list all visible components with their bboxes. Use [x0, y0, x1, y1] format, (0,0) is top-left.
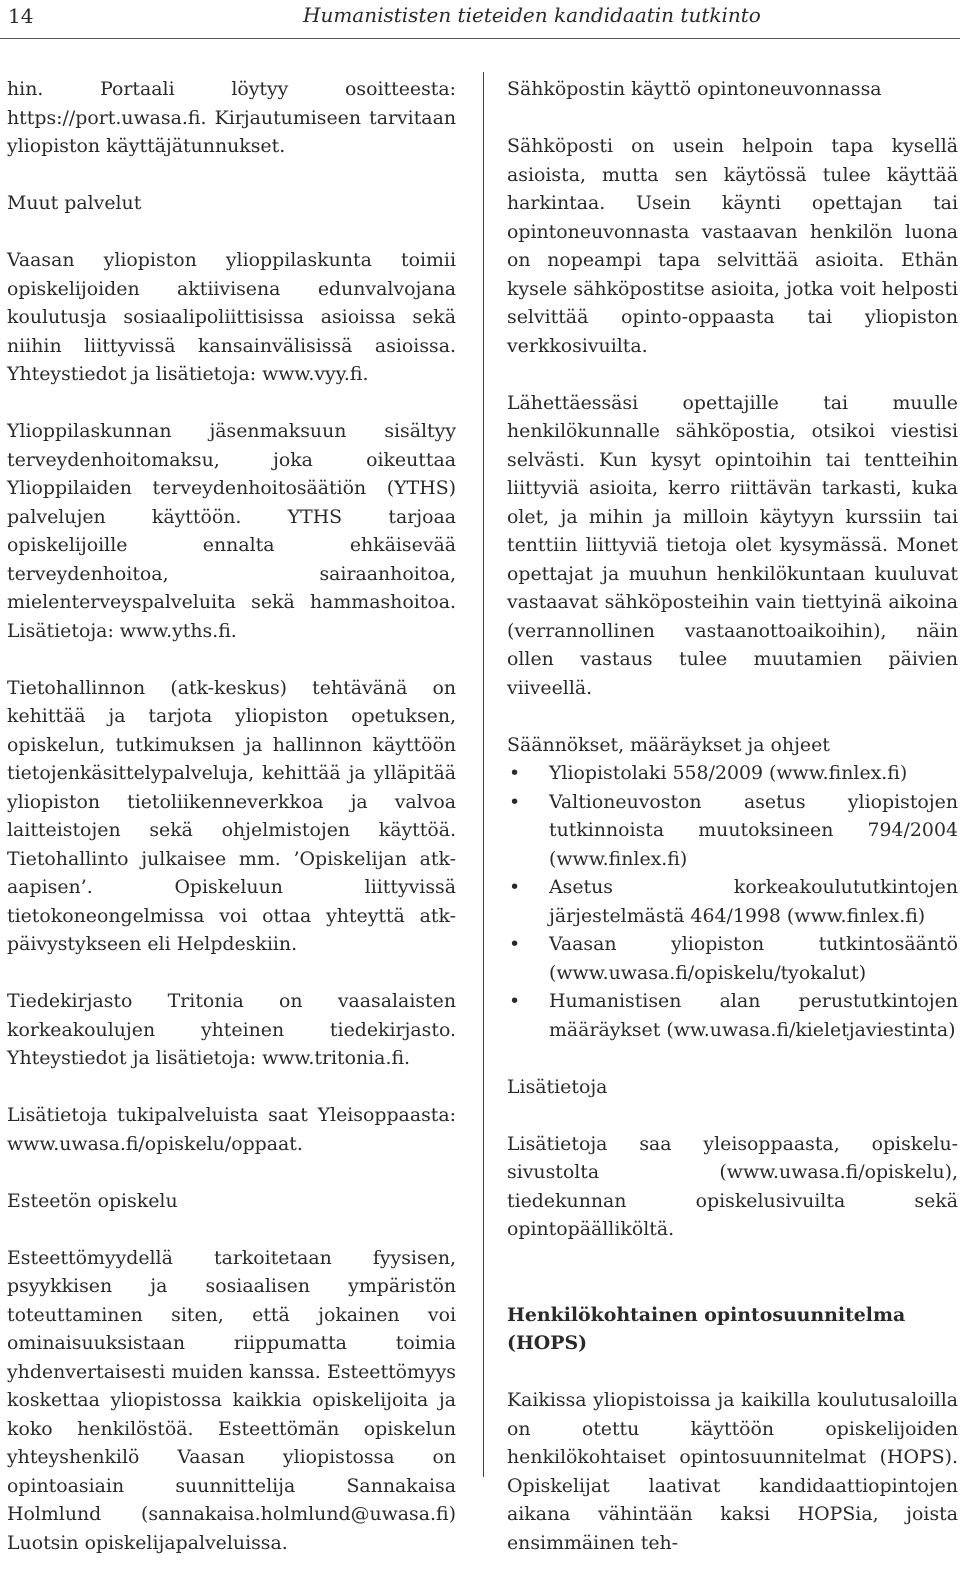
heading-saannokset: Säännökset, määräykset ja ohjeet — [507, 733, 830, 756]
page-number-box — [0, 0, 272, 39]
page-number: 14 — [8, 4, 34, 28]
paragraph-lisatietoja: Lisätietoja saa yleisoppaasta, opiskelu-sivustolta (www.uwasa.fi/opiskelu), tiedekunnan opiskelusivuilta sekä opintopäälliköltä. — [507, 1132, 958, 1240]
list-item: • Humanistisen alan perustutkintojen määräykset (ww.uwasa.fi/kieletjaviestinta) — [507, 987, 958, 1044]
heading-lisatietoja: Lisätietoja — [507, 1075, 608, 1098]
heading-sahkopostin-kaytto: Sähköpostin käyttö opintoneuvonnassa — [507, 78, 882, 100]
left-column — [7, 75, 456, 1586]
running-title: Humanististen tieteiden kandidaatin tutkinto — [303, 3, 761, 27]
list-item: • Vaasan yliopiston tutkintosääntö (www.uwasa.fi/opiskelu/tyokalut) — [507, 930, 958, 987]
heading-muut-palvelut: Muut palvelut — [7, 192, 142, 214]
paragraph-esteettomyys: Esteettömyydellä tarkoitetaan fyysisen, psyykkisen ja sosiaalisen ympäristön toteuttaminen siten, että jokainen voi ominaisuuksistaan riippumatta toimia yhdenvertaisesti muiden kanssa. Esteettömyys koskettaa yliopistossa kaikkia opiskelijoita ja koko henkilöstöä. Esteettömän opiskelun yhteyshenkilö Vaasan yliopistossa on opintoasiain suunnittelija Sannakaisa Holmlund (sannakaisa.holmlund@uwasa.fi) Luotsin opiskelijapalveluissa. — [7, 1246, 456, 1554]
page-header — [0, 0, 960, 44]
regulations-list — [507, 759, 958, 1044]
paragraph-tietohallinto: Tietohallinnon (atk-keskus) tehtävänä on kehittää ja tarjota yliopiston opetuksen, opiskelun, tutkimuksen ja hallinnon käyttöön tietojenkäsittelypalveluja, kehittää ja ylläpitää yliopiston tietoliikenneverkkoa ja valvoa laitteistojen sekä ohjelmistojen käyttöä. Tietohallinto julkaisee mm. ’Opiskelijan atk-aapisen’. Opiskeluun liittyvissä tietokoneongelmissa voi ottaa yhteyttä atk-päivystykseen eli Helpdeskiin. — [7, 676, 456, 955]
paragraph-tritonia: Tiedekirjasto Tritonia on vaasalaisten korkeakoulujen yhteinen tiedekirjasto. Yhteystiedot ja lisätietoja: www.tritonia.fi. — [7, 990, 456, 1069]
heading-esteeton-opiskelu: Esteetön opiskelu — [7, 1189, 178, 1212]
list-item: • Yliopistolaki 558/2009 (www.finlex.fi) — [507, 759, 958, 788]
paragraph-hops: Kaikissa yliopistoissa ja kaikilla koulutusaloilla on otettu käyttöön opiskelijoiden henkilökohtaiset opintosuunnitelmat (HOPS). Opiskelijat laativat kandidaattiopintojen aikana vähintään kaksi HOPSia, joista ensimmäinen teh- — [507, 1389, 958, 1554]
header-rule — [0, 38, 960, 39]
heading-hops: Henkilökohtainen opintosuunnitelma (HOPS) — [507, 1303, 906, 1354]
list-item: • Asetus korkeakoulututkintojen järjestelmästä 464/1998 (www.finlex.fi) — [507, 873, 958, 930]
column-divider — [483, 72, 484, 1477]
paragraph-ylioppilaskunta: Vaasan yliopiston ylioppilaskunta toimii opiskelijoiden aktiivisena edunvalvojana koulutusja sosiaalipoliittisissa asioissa sekä niihin liittyvissä kansainvälisissä asioissa. Yhteystiedot ja lisätietoja: www.vyy.fi. — [7, 249, 456, 385]
right-column — [507, 75, 958, 1586]
paragraph-yths: Ylioppilaskunnan jäsenmaksuun sisältyy terveydenhoitomaksu, joka oikeuttaa Ylioppilaiden terveydenhoitosäätiön (YTHS) palvelujen käyttöön. YTHS tarjoaa opiskelijoille ennalta ehkäisevää terveydenhoitoa, sairaanhoitoa, mielenterveyspalveluita sekä hammashoitoa. Lisätietoja: www.yths.fi. — [7, 420, 456, 642]
paragraph-tukipalvelut: Lisätietoja tukipalveluista saat Yleisoppaasta: www.uwasa.fi/opiskelu/oppaat. — [7, 1104, 456, 1155]
paragraph-lahettaessasi: Lähettäessäsi opettajille tai muulle henkilökunnalle sähköpostia, otsikoi viestisi selvästi. Kun kysyt opintoihin tai tentteihin liittyviä asioita, kerro riittävän tarkasti, kuka olet, ja mihin ja milloin käytyyn kurssiin tai tenttiin liittyviä tietoja olet kysymässä. Monet opettajat ja muuhun henkilökuntaan kuuluvat vastaavat sähköposteihin vain tiettyinä aikoina (verrannollinen vastaanottoaikoihin), näin ollen vastaus tulee muutamien päivien viiveellä. — [507, 391, 958, 699]
paragraph-portaali: hin. Portaali löytyy osoitteesta: https://port.uwasa.fi. Kirjautumiseen tarvitaan yliopiston käyttäjätunnukset. — [7, 78, 456, 157]
list-item: • Valtioneuvoston asetus yliopistojen tutkinnoista muutoksineen 794/2004 (www.finlex.fi) — [507, 788, 958, 874]
paragraph-sahkoposti: Sähköposti on usein helpoin tapa kysellä asioista, mutta sen käytössä tulee käyttää harkintaa. Usein käynti opettajan tai opintoneuvonnasta vastaavan henkilön luona on nopeampi tapa selvittää asioita. Ethän kysele sähköpostitse asioita, jotka voit helposti selvittää opinto-oppaasta tai yliopiston verkkosivuilta. — [507, 135, 958, 357]
